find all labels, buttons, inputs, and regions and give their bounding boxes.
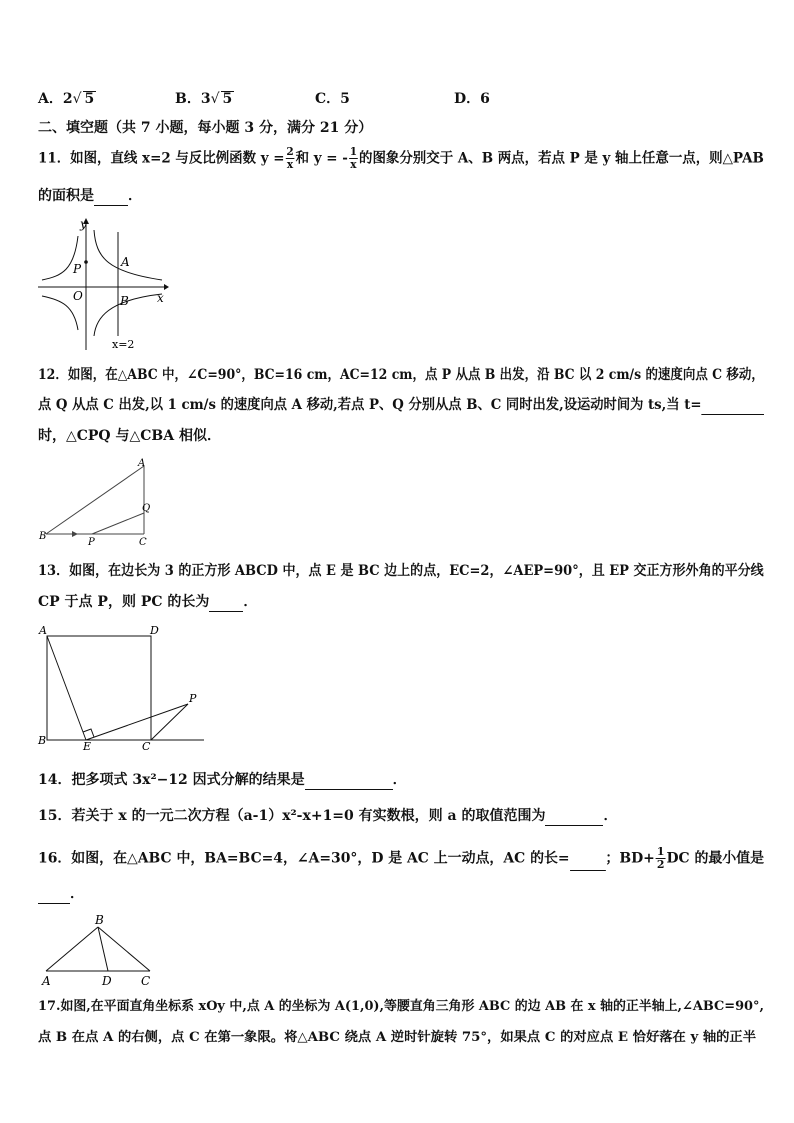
q16-answer-blank-2[interactable] <box>38 889 70 904</box>
option-a: A．2√ 5 <box>38 91 95 107</box>
q12-line3: 时，△CPQ 与△CBA 相似． <box>38 428 221 444</box>
q12-answer-blank[interactable] <box>701 400 764 415</box>
q16-line2-end: ． <box>70 886 84 902</box>
q16-frac <box>656 846 666 871</box>
q14-end: ． <box>392 772 407 788</box>
q11-line2-text: 的面积是 <box>38 188 94 204</box>
option-b-label: B．3 <box>175 91 211 107</box>
q11-fig-label-p: P <box>73 262 82 276</box>
q11-answer-blank[interactable] <box>94 191 128 206</box>
q13-fig-label-p: P <box>189 692 197 705</box>
q11-figure <box>36 214 171 352</box>
q11-fig-label-b: B <box>120 294 129 308</box>
q11-fig-label-y: y <box>80 217 87 231</box>
q12-line2 <box>38 395 764 415</box>
q15-text: 15．若关于 x 的一元二次方程（a-1）x²-x+1=0 有实数根，则 a 的取值范围为 <box>38 808 546 824</box>
q16-text-a: 16．如图，在△ABC 中，BA=BC=4，∠A=30°，D 是 AC 上一动点，AC 的长= <box>38 850 570 867</box>
q11-frac2-num: 1 <box>349 145 358 158</box>
q16-line1 <box>38 846 764 871</box>
option-a-label: A．2 <box>38 91 73 107</box>
q16-fig-label-b: B <box>95 913 104 927</box>
q16-fig-label-c: C <box>141 974 151 988</box>
q12-fig-label-p: P <box>88 537 95 547</box>
q11-fig-label-x: x <box>157 291 164 305</box>
q11-frac2 <box>349 146 358 171</box>
q13-line2-text: CP 于点 P，则 PC 的长为 <box>38 594 210 610</box>
q13-fig-label-e: E <box>83 740 92 752</box>
q11-frac1-den: x <box>286 158 294 171</box>
section-heading: 二、填空题（共 7 小题，每小题 3 分，满分 21 分） <box>38 120 373 136</box>
q11-text-b: 和 y = - <box>295 150 348 167</box>
option-a-radicand: 5 <box>84 91 95 107</box>
q15-end: ． <box>603 808 618 824</box>
q14-text: 14．把多项式 3x²−12 因式分解的结果是 <box>38 772 305 788</box>
q13-figure <box>36 620 208 752</box>
q11-frac1 <box>285 146 294 171</box>
q16-line2 <box>38 884 84 904</box>
q15-line <box>38 806 617 826</box>
option-b-radicand: 5 <box>222 91 233 107</box>
q12-fig-label-c: C <box>139 537 147 547</box>
q13-line1: 13．如图，在边长为 3 的正方形 ABCD 中，点 E 是 BC 边上的点，EC=2，∠AEP=90°，且 EP 交正方形外角的平分线 <box>38 563 764 579</box>
q11-fig-label-a: A <box>121 255 130 269</box>
q16-frac-den: 2 <box>656 858 665 871</box>
option-d: D．6 <box>454 91 490 107</box>
q15-answer-blank[interactable] <box>545 811 603 826</box>
q11-fig-label-x2: x=2 <box>112 338 135 351</box>
q12-fig-label-q: Q <box>142 503 151 514</box>
q16-text-c: DC 的最小值是 <box>666 850 765 867</box>
option-c: C．5 <box>315 91 350 107</box>
q16-answer-blank-1[interactable] <box>570 856 606 871</box>
q13-fig-label-c: C <box>142 740 151 752</box>
q17-line1: 17.如图,在平面直角坐标系 xOy 中,点 A 的坐标为 A(1,0),等腰直角三角形 ABC 的边 AB 在 x 轴的正半轴上,∠ABC=90°, <box>38 999 764 1014</box>
q12-line1: 12．如图，在△ABC 中，∠C=90°，BC=16 cm，AC=12 cm，点 P 从点 B 出发，沿 BC 以 2 cm/s 的速度向点 C 移动， <box>38 367 764 383</box>
q13-line2-end: ． <box>243 594 258 610</box>
q11-text-a: 11．如图，直线 x=2 与反比例函数 y = <box>38 150 285 167</box>
q13-fig-label-a: A <box>39 624 47 637</box>
q16-fig-label-a: A <box>42 974 51 988</box>
q11-fig-label-o: O <box>73 289 83 303</box>
q16-figure <box>36 911 158 989</box>
q17-line2: 点 B 在点 A 的右侧，点 C 在第一象限。将△ABC 绕点 A 逆时针旋转 75°，如果点 C 的对应点 E 恰好落在 y 轴的正半 <box>38 1030 757 1045</box>
q12-fig-label-a: A <box>138 458 146 469</box>
q14-answer-blank[interactable] <box>305 775 393 790</box>
q13-fig-label-b: B <box>38 734 47 747</box>
q11-line1 <box>38 146 764 171</box>
option-b: B．3√ 5 <box>175 91 233 107</box>
q13-line2 <box>38 592 257 612</box>
q13-fig-label-d: D <box>150 624 159 637</box>
q16-frac-num: 1 <box>656 845 665 858</box>
q11-line2-end: ． <box>128 188 142 204</box>
q11-text-c: 的图象分别交于 A、B 两点，若点 P 是 y 轴上任意一点，则△PAB <box>359 150 764 167</box>
q12-figure <box>36 455 161 547</box>
q16-fig-label-d: D <box>102 974 112 988</box>
q11-frac2-den: x <box>350 158 357 171</box>
q11-frac1-num: 2 <box>286 145 294 158</box>
q11-line2 <box>38 186 142 206</box>
q12-fig-label-b: B <box>39 531 47 542</box>
q13-answer-blank[interactable] <box>209 597 243 612</box>
q14-line <box>38 770 407 790</box>
q12-line2-text: 点 Q 从点 C 出发,以 1 cm/s 的速度向点 A 移动,若点 P、Q 分别从点 B、C 同时出发,设运动时间为 ts,当 t= <box>38 397 702 413</box>
q16-text-b: ；BD+ <box>605 850 655 867</box>
